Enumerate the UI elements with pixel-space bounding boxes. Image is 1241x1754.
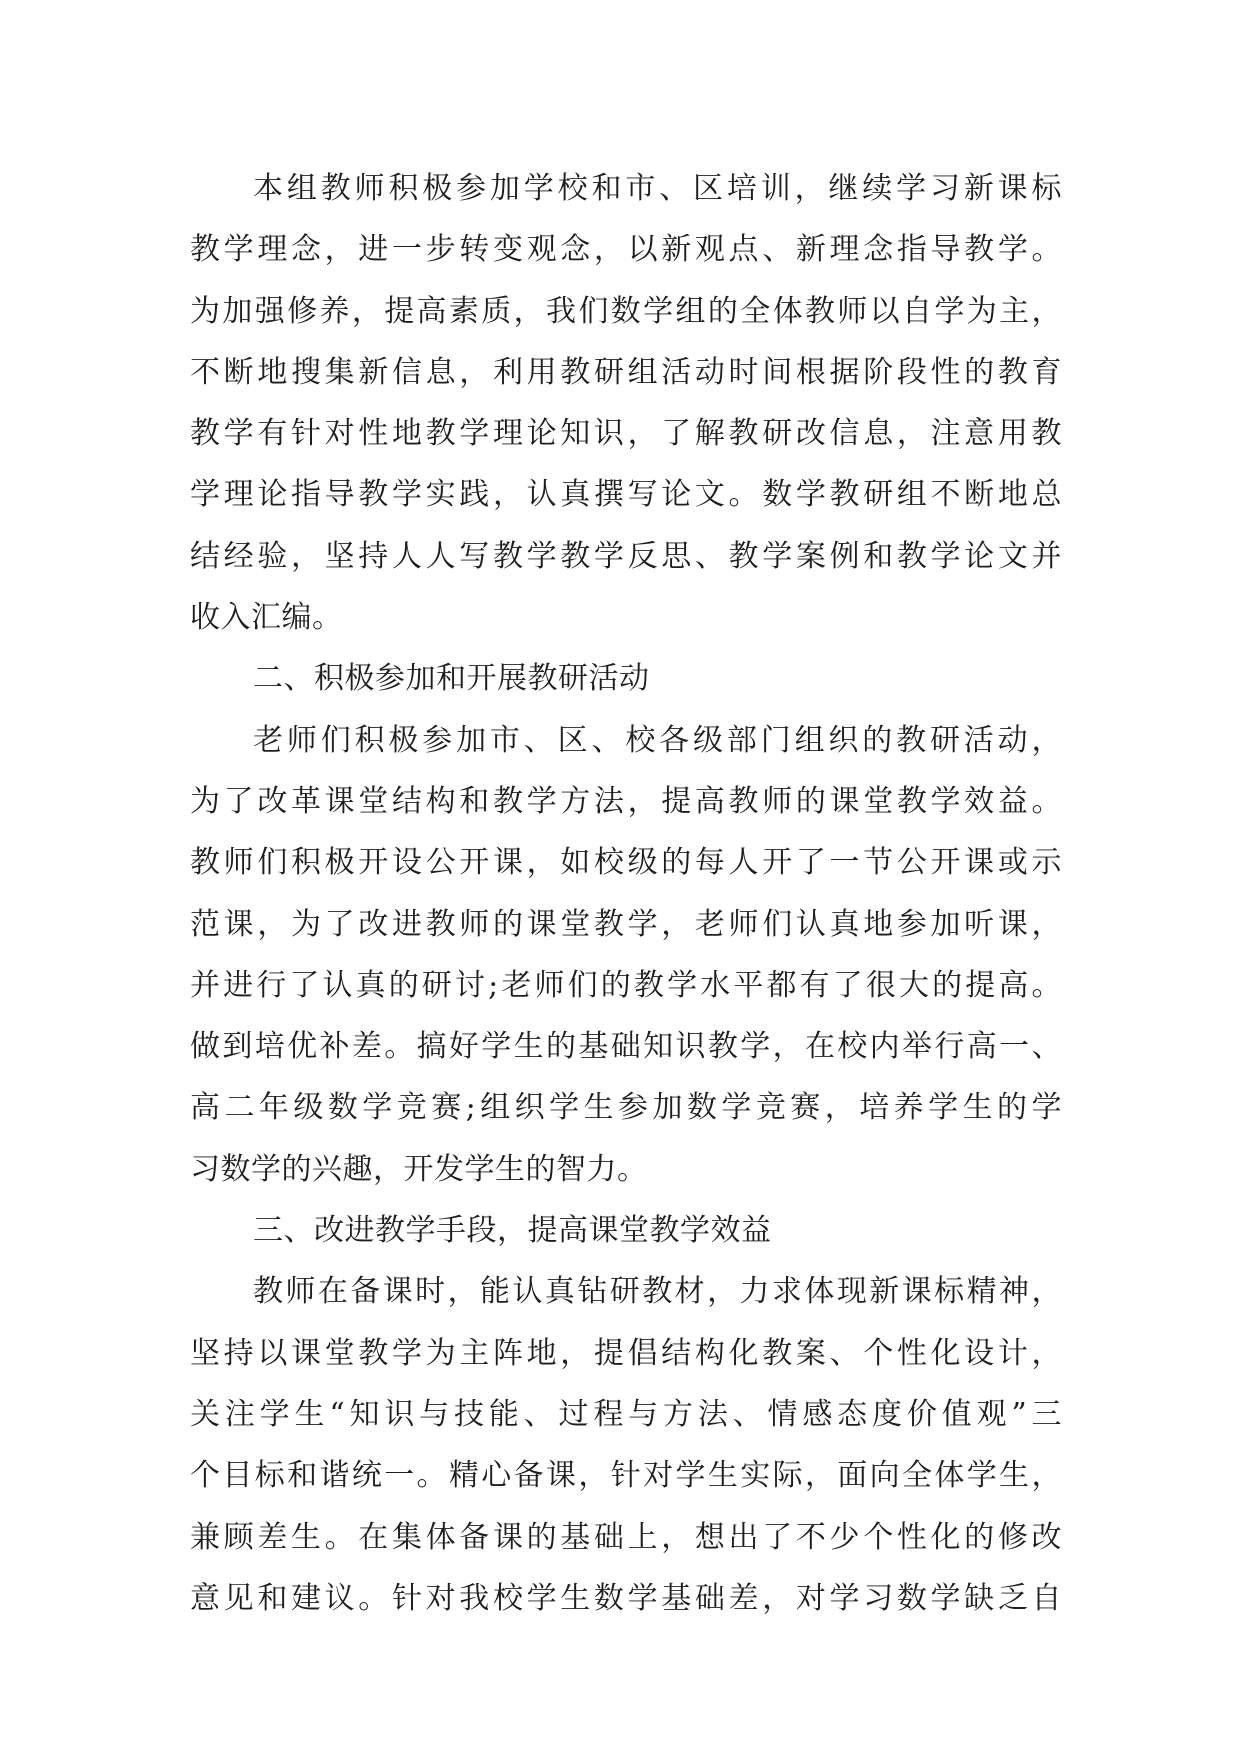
paragraph-line: 并进行了认真的研讨;老师们的教学水平都有了很大的提高。 bbox=[190, 967, 1062, 1003]
paragraph-line: 高二年级数学竞赛;组织学生参加数学竞赛，培养学生的学 bbox=[190, 1090, 1062, 1126]
paragraph-line: 做到培优补差。搞好学生的基础知识教学，在校内举行高一、 bbox=[190, 1029, 1062, 1065]
paragraph-line: 教学理念，进一步转变观念，以新观点、新理念指导教学。 bbox=[190, 232, 1062, 268]
paragraph-line: 老师们积极参加市、区、校各级部门组织的教研活动， bbox=[253, 722, 1062, 758]
document-body bbox=[190, 158, 1062, 1629]
paragraph-line: 为加强修养，提高素质，我们数学组的全体教师以自学为主， bbox=[190, 293, 1062, 329]
paragraph-line: 收入汇编。 bbox=[190, 600, 343, 636]
paragraph-line: 坚持以课堂教学为主阵地，提倡结构化教案、个性化设计， bbox=[190, 1335, 1062, 1371]
paragraph-line: 关注学生“知识与技能、过程与方法、情感态度价值观”三 bbox=[190, 1396, 1062, 1432]
paragraph-line: 范课，为了改进教师的课堂教学，老师们认真地参加听课， bbox=[190, 906, 1062, 942]
section-heading: 三、改进教学手段，提高课堂教学效益 bbox=[253, 1213, 772, 1249]
paragraph-line: 意见和建议。针对我校学生数学基础差，对学习数学缺乏自 bbox=[190, 1580, 1062, 1616]
section-heading: 二、积极参加和开展教研活动 bbox=[253, 661, 650, 697]
paragraph-line: 为了改革课堂结构和教学方法，提高教师的课堂教学效益。 bbox=[190, 783, 1062, 819]
paragraph-line: 兼顾差生。在集体备课的基础上，想出了不少个性化的修改 bbox=[190, 1519, 1062, 1555]
paragraph-line: 教学有针对性地教学理论知识，了解教研改信息，注意用教 bbox=[190, 416, 1062, 452]
paragraph-line: 习数学的兴趣，开发学生的智力。 bbox=[190, 1151, 648, 1187]
paragraph-line: 本组教师积极参加学校和市、区培训，继续学习新课标 bbox=[253, 171, 1062, 206]
paragraph-line: 个目标和谐统一。精心备课，针对学生实际，面向全体学生， bbox=[190, 1458, 1062, 1494]
paragraph-line: 教师在备课时，能认真钻研教材，力求体现新课标精神， bbox=[253, 1274, 1062, 1310]
paragraph-line: 学理论指导教学实践，认真撰写论文。数学教研组不断地总 bbox=[190, 477, 1062, 513]
paragraph-line: 不断地搜集新信息，利用教研组活动时间根据阶段性的教育 bbox=[190, 354, 1062, 390]
paragraph-line: 教师们积极开设公开课，如校级的每人开了一节公开课或示 bbox=[190, 845, 1062, 881]
paragraph-line: 结经验，坚持人人写教学教学反思、教学案例和教学论文并 bbox=[190, 538, 1062, 574]
